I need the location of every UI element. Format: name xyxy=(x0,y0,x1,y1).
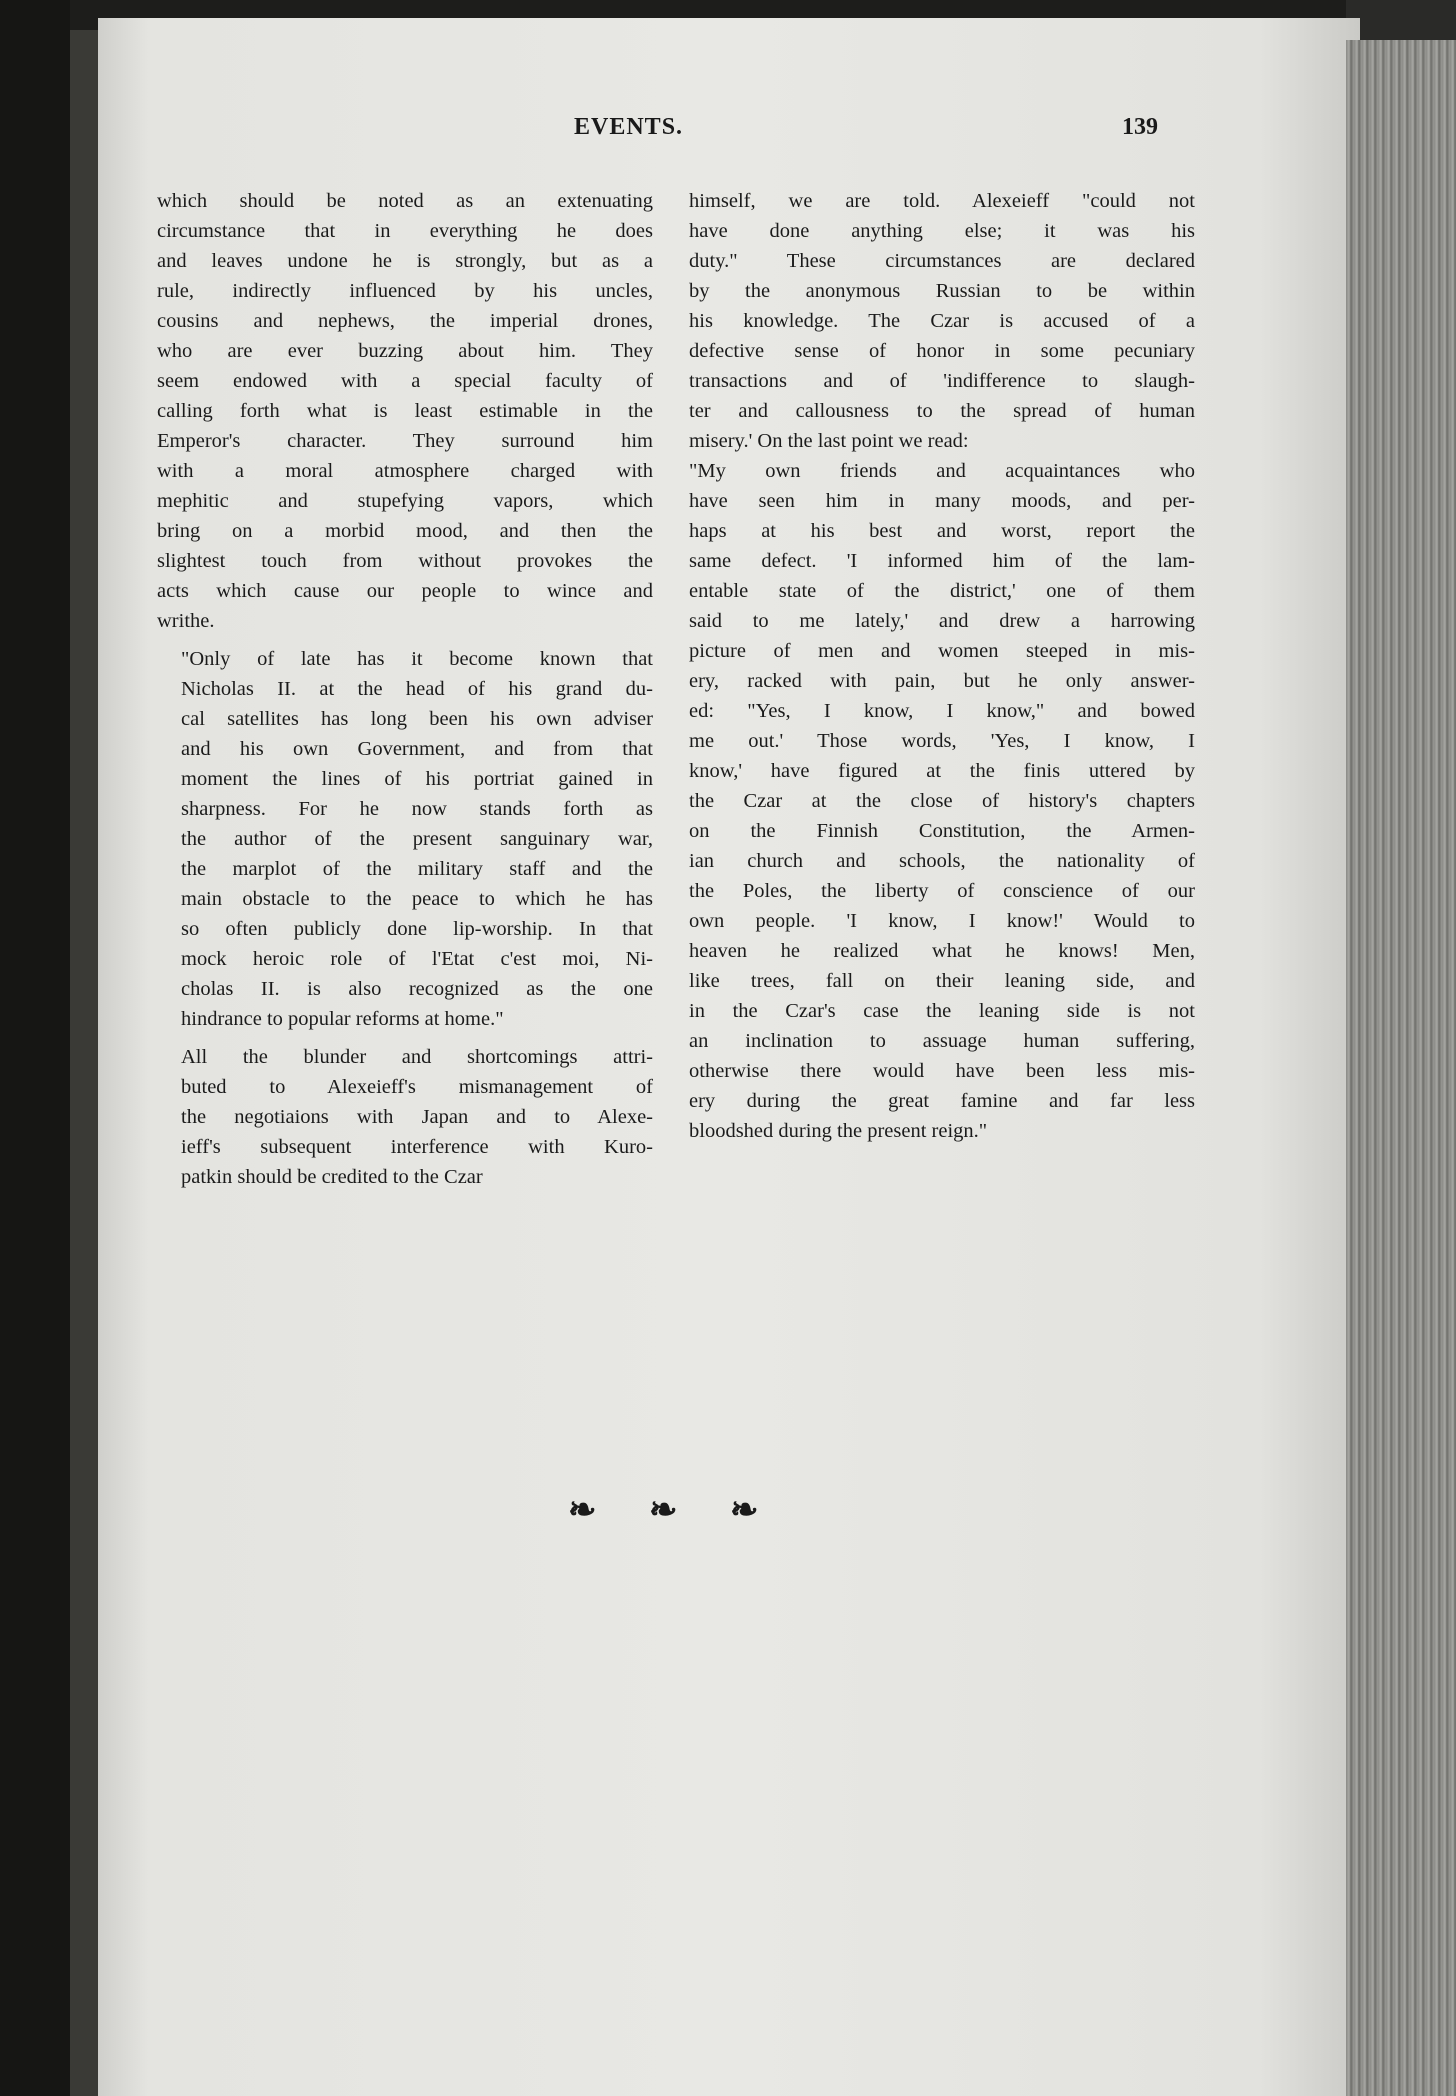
text-line: bring on a morbid mood, and then the xyxy=(157,520,653,542)
text-line: hindrance to popular reforms at home." xyxy=(181,1008,504,1030)
text-line: heaven he realized what he knows! Men, xyxy=(689,940,1195,962)
text-line: All the blunder and shortcomings attri- xyxy=(181,1046,653,1068)
section-end-ornament: ❧ ❧ ❧ xyxy=(568,1492,781,1529)
running-head: EVENTS. xyxy=(574,114,684,140)
text-line: circumstance that in everything he does xyxy=(157,220,653,242)
text-line: Emperor's character. They surround him xyxy=(157,430,653,452)
text-line: an inclination to assuage human suffering, xyxy=(689,1030,1195,1052)
scanner-background xyxy=(0,0,70,2096)
text-line: me out.' Those words, 'Yes, I know, I xyxy=(689,730,1195,752)
left-text-column xyxy=(157,186,653,1192)
text-line: Nicholas II. at the head of his grand du- xyxy=(181,678,653,700)
text-line: and his own Government, and from that xyxy=(181,738,653,760)
text-line: ery during the great famine and far less xyxy=(689,1090,1195,1112)
page-edges xyxy=(1346,40,1456,2096)
text-line: rule, indirectly influenced by his uncles, xyxy=(157,280,653,302)
text-line: ed: "Yes, I know, I know," and bowed xyxy=(689,700,1195,722)
text-line: the author of the present sanguinary war, xyxy=(181,828,653,850)
text-line: duty." These circumstances are declared xyxy=(689,250,1195,272)
text-line: cal satellites has long been his own adviser xyxy=(181,708,653,730)
text-line: mock heroic role of l'Etat c'est moi, Ni- xyxy=(181,948,653,970)
paragraph xyxy=(689,456,1195,1146)
text-line: and leaves undone he is strongly, but as a xyxy=(157,250,653,272)
text-line: the negotiaions with Japan and to Alexe- xyxy=(181,1106,653,1128)
text-line: otherwise there would have been less mis- xyxy=(689,1060,1195,1082)
text-line: in the Czar's case the leaning side is not xyxy=(689,1000,1195,1022)
text-line: "My own friends and acquaintances who xyxy=(689,460,1195,482)
scanner-edge xyxy=(70,30,98,2096)
text-line: by the anonymous Russian to be within xyxy=(689,280,1195,302)
right-text-column xyxy=(689,186,1195,1146)
paragraph xyxy=(157,644,653,1034)
text-line: ery, racked with pain, but he only answer- xyxy=(689,670,1195,692)
text-line: cholas II. is also recognized as the one xyxy=(181,978,653,1000)
text-line: slightest touch from without provokes the xyxy=(157,550,653,572)
paragraph xyxy=(689,186,1195,456)
text-line: have seen him in many moods, and per- xyxy=(689,490,1195,512)
text-line: patkin should be credited to the Czar xyxy=(181,1166,483,1188)
text-line: ter and callousness to the spread of human xyxy=(689,400,1195,422)
text-line: know,' have figured at the finis uttered by xyxy=(689,760,1195,782)
text-line: like trees, fall on their leaning side, and xyxy=(689,970,1195,992)
paragraph xyxy=(157,1042,653,1192)
text-line: writhe. xyxy=(157,610,215,632)
text-line: who are ever buzzing about him. They xyxy=(157,340,653,362)
text-line: sharpness. For he now stands forth as xyxy=(181,798,653,820)
text-line: acts which cause our people to wince and xyxy=(157,580,653,602)
text-line: ieff's subsequent interference with Kuro- xyxy=(181,1136,653,1158)
text-line: cousins and nephews, the imperial drones, xyxy=(157,310,653,332)
text-line: with a moral atmosphere charged with xyxy=(157,460,653,482)
text-line: transactions and of 'indifference to slaugh- xyxy=(689,370,1195,392)
text-line: haps at his best and worst, report the xyxy=(689,520,1195,542)
text-line: ian church and schools, the nationality of xyxy=(689,850,1195,872)
text-line: himself, we are told. Alexeieff "could not xyxy=(689,190,1195,212)
text-line: "Only of late has it become known that xyxy=(181,648,653,670)
book-top-shadow xyxy=(1346,0,1456,40)
text-line: calling forth what is least estimable in the xyxy=(157,400,653,422)
text-line: moment the lines of his portriat gained in xyxy=(181,768,653,790)
text-line: picture of men and women steeped in mis- xyxy=(689,640,1195,662)
text-line: so often publicly done lip-worship. In that xyxy=(181,918,653,940)
text-line: entable state of the district,' one of them xyxy=(689,580,1195,602)
text-line: bloodshed during the present reign." xyxy=(689,1120,988,1142)
text-line: own people. 'I know, I know!' Would to xyxy=(689,910,1195,932)
text-line: his knowledge. The Czar is accused of a xyxy=(689,310,1195,332)
text-line: said to me lately,' and drew a harrowing xyxy=(689,610,1195,632)
text-line: the marplot of the military staff and the xyxy=(181,858,653,880)
text-line: mephitic and stupefying vapors, which xyxy=(157,490,653,512)
text-line: misery.' On the last point we read: xyxy=(689,430,969,452)
text-line: on the Finnish Constitution, the Armen- xyxy=(689,820,1195,842)
paragraph xyxy=(157,186,653,636)
text-line: buted to Alexeieff's mismanagement of xyxy=(181,1076,653,1098)
text-line: main obstacle to the peace to which he has xyxy=(181,888,653,910)
text-line: which should be noted as an extenuating xyxy=(157,190,653,212)
text-line: same defect. 'I informed him of the lam- xyxy=(689,550,1195,572)
text-line: defective sense of honor in some pecuniary xyxy=(689,340,1195,362)
text-line: the Czar at the close of history's chapters xyxy=(689,790,1195,812)
page-number: 139 xyxy=(1122,114,1158,140)
text-line: the Poles, the liberty of conscience of our xyxy=(689,880,1195,902)
text-line: seem endowed with a special faculty of xyxy=(157,370,653,392)
text-line: have done anything else; it was his xyxy=(689,220,1195,242)
